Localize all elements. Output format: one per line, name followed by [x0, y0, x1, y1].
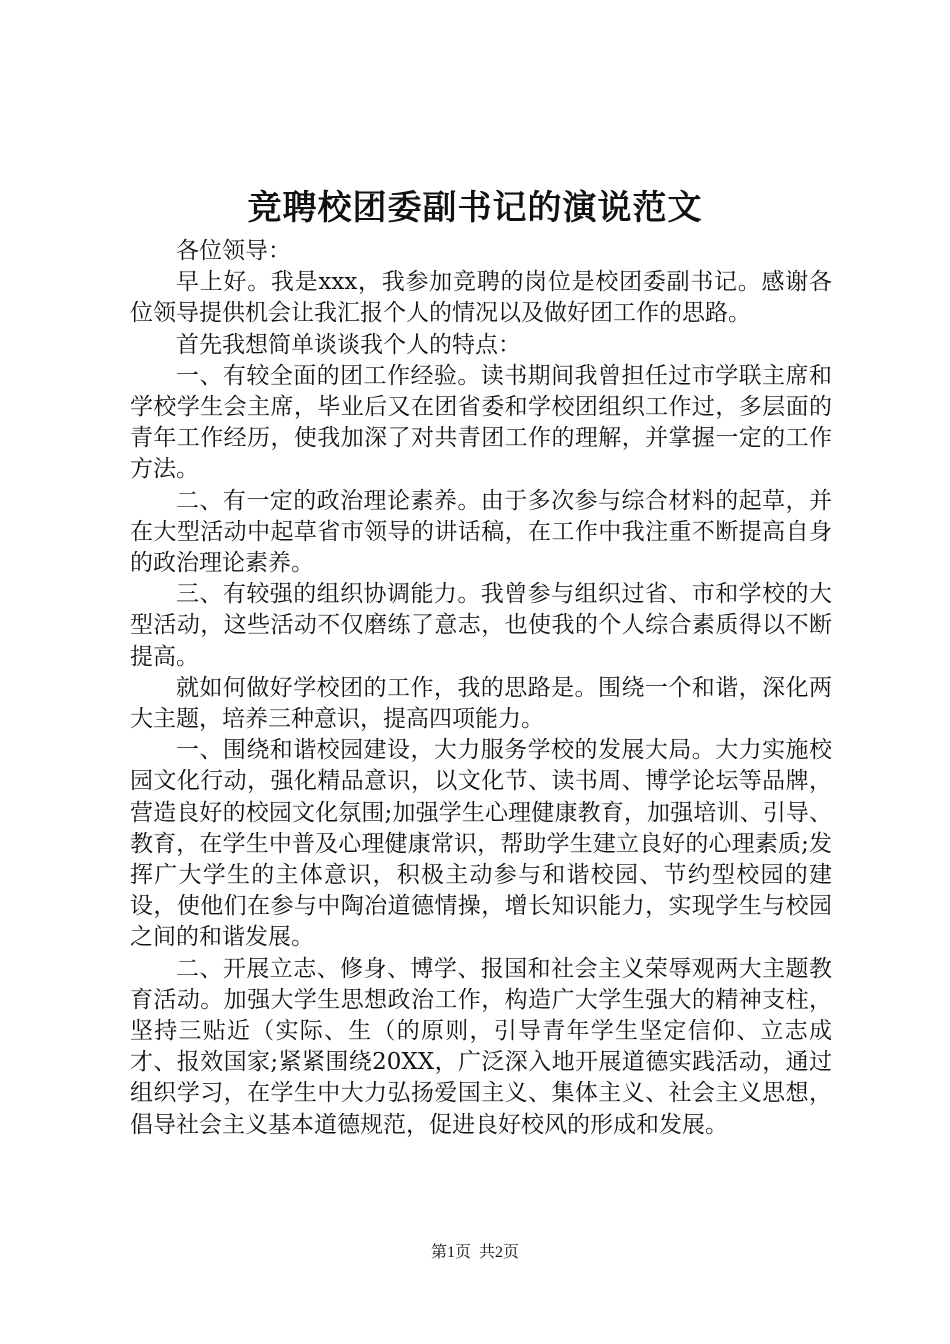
- page-total: 共2页: [479, 1244, 520, 1261]
- document-title: 竞聘校团委副书记的演说范文: [247, 188, 703, 228]
- document-body: [130, 236, 832, 1141]
- page-footer: [0, 1243, 950, 1263]
- paragraph: 三、有较强的组织协调能力。我曾参与组织过省、市和学校的大型活动，这些活动不仅磨练了意志，也使我的个人综合素质得以不断提高。: [130, 581, 832, 670]
- paragraph: 一、有较全面的团工作经验。读书期间我曾担任过市学联主席和学校学生会主席，毕业后又在团省委和学校团组织工作过，多层面的青年工作经历，使我加深了对共青团工作的理解，并掌握一定的工作方法。: [130, 362, 832, 483]
- page-number: 第1页: [430, 1244, 471, 1261]
- paragraph: 就如何做好学校团的工作，我的思路是。围绕一个和谐，深化两大主题，培养三种意识，提高四项能力。: [130, 674, 832, 733]
- paragraph: 首先我想简单谈谈我个人的特点：: [176, 331, 521, 358]
- paragraph: 一、围绕和谐校园建设，大力服务学校的发展大局。大力实施校园文化行动，强化精品意识，以文化节、读书周、博学论坛等品牌，营造良好的校园文化氛围;加强学生心理健康教育，加强培训、引导、教育，在学生中普及心理健康常识，帮助学生建立良好的心理素质;发挥广大学生的主体意识，积极主动参与和谐校园、节约型校园的建设，使他们在参与中陶冶道德情操，增长知识能力，实现学生与校园之间的和谐发展。: [130, 737, 832, 951]
- paragraph: 二、开展立志、修身、博学、报国和社会主义荣辱观两大主题教育活动。加强大学生思想政治工作，构造广大学生强大的精神支柱，坚持三贴近（实际、生（的原则，引导青年学生坚定信仰、立志成才、报效国家;紧紧围绕20XX，广泛深入地开展道德实践活动，通过组织学习，在学生中大力弘扬爱国主义、集体主义、社会主义思想，倡导社会主义基本道德规范，促进良好校风的形成和发展。: [130, 955, 832, 1138]
- paragraph: 早上好。我是xxx，我参加竞聘的岗位是校团委副书记。感谢各位领导提供机会让我汇报个人的情况以及做好团工作的思路。: [130, 269, 832, 327]
- paragraph: 二、有一定的政治理论素养。由于多次参与综合材料的起草，并在大型活动中起草省市领导的讲话稿，在工作中我注重不断提高自身的政治理论素养。: [130, 487, 832, 577]
- paragraph: 各位领导：: [176, 238, 291, 264]
